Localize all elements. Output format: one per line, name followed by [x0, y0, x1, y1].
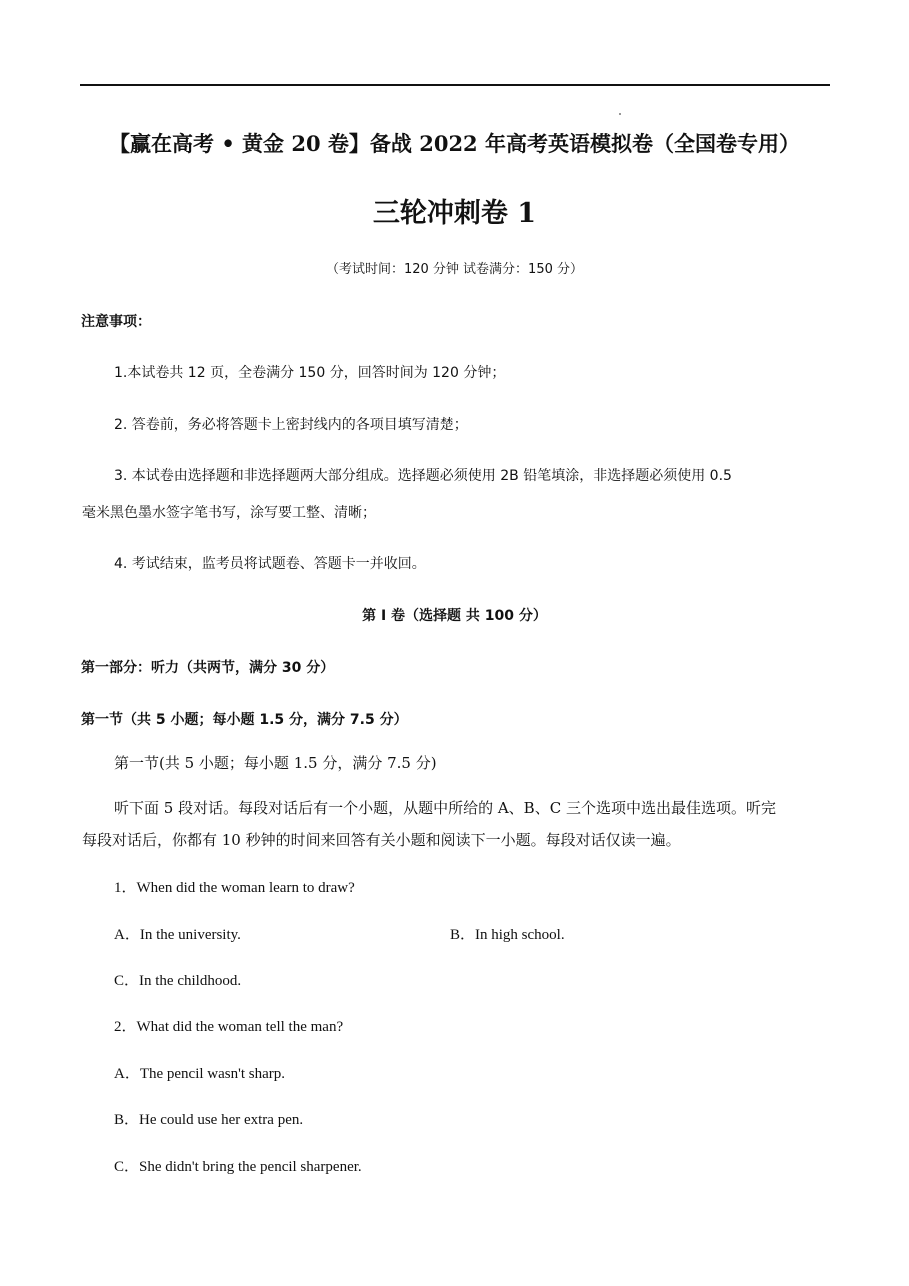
option-a: A．The pencil wasn't sharp.	[114, 1066, 285, 1082]
exam-subtitle: 三轮冲刺卷 1	[372, 198, 537, 229]
volume-heading: 第 I 卷（选择题 共 100 分）	[362, 608, 547, 624]
instructions-line-1: 听下面 5 段对话。每段对话后有一个小题，从题中所给的 A、B、C 三个选项中选出最佳选项。听完	[114, 799, 776, 817]
note-item: 2. 答卷前，务必将答题卡上密封线内的各项目填写清楚；	[114, 417, 468, 433]
option-c: C．In the childhood.	[114, 973, 242, 989]
option-b: B．He could use her extra pen.	[114, 1112, 304, 1128]
part1-heading: 第一部分：听力（共两节，满分 30 分）	[81, 660, 335, 676]
stray-mark	[619, 113, 621, 115]
note-item: 3. 本试卷由选择题和非选择题两大部分组成。选择题必须使用 2B 铅笔填涂，非选择题必须使用 0.5	[114, 468, 732, 484]
note-item: 1.本试卷共 12 页，全卷满分 150 分，回答时间为 120 分钟；	[114, 365, 506, 381]
notes-heading: 注意事项：	[81, 314, 151, 330]
note-item-continued: 毫米黑色墨水签字笔书写，涂写要工整、清晰；	[82, 505, 376, 521]
exam-title: 【赢在高考 • 黄金 20 卷】备战 2022 年高考英语模拟卷（全国卷专用）	[109, 131, 800, 156]
section1-repeat: 第一节(共 5 小题；每小题 1.5 分，满分 7.5 分)	[114, 754, 437, 772]
note-item: 4. 考试结束，监考员将试题卷、答题卡一并收回。	[114, 556, 426, 572]
exam-time-info: （考试时间：120 分钟 试卷满分：150 分）	[325, 262, 584, 277]
option-c: C．She didn't bring the pencil sharpener.	[114, 1159, 362, 1175]
section1-heading: 第一节（共 5 小题；每小题 1.5 分，满分 7.5 分）	[81, 712, 408, 728]
question-stem: 2．What did the woman tell the man?	[114, 1019, 344, 1035]
instructions-line-2: 每段对话后，你都有 10 秒钟的时间来回答有关小题和阅读下一小题。每段对话仅读一遍。	[82, 831, 681, 849]
option-b: B．In high school.	[450, 927, 565, 943]
top-rule	[80, 84, 830, 86]
question-stem: 1．When did the woman learn to draw?	[114, 880, 355, 896]
option-a: A．In the university.	[114, 927, 241, 943]
